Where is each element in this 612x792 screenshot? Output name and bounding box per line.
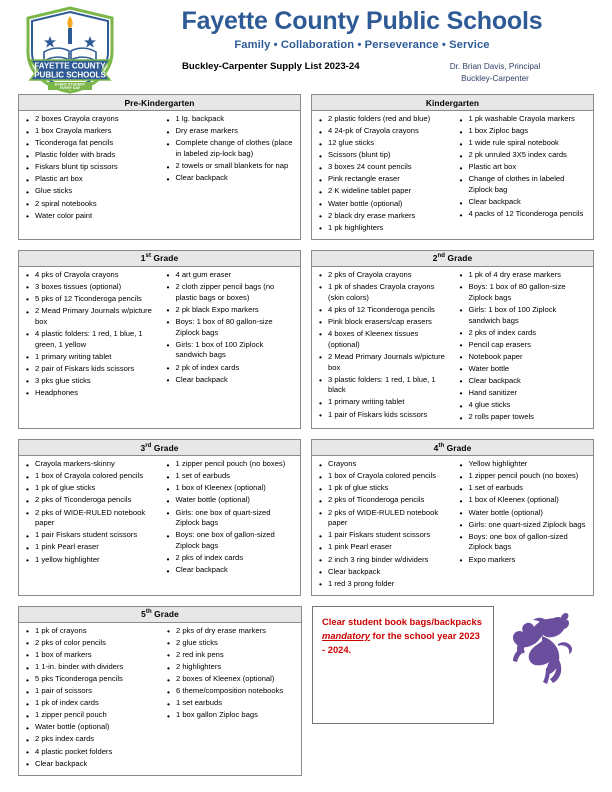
supply-item: • 2 pk unruled 3X5 index cards: [459, 150, 590, 161]
grade-box-grade-2: [311, 250, 594, 429]
supply-item: • 1 box of Crayola colored pencils: [318, 471, 449, 482]
supply-item: • 1 pink Pearl eraser: [318, 542, 449, 553]
supply-item: • Glue sticks: [25, 186, 156, 197]
supply-item: • 2 pks of color pencils: [25, 638, 156, 649]
grade-column-left: [312, 270, 453, 424]
supply-item: • 1 primary writing tablet: [25, 352, 156, 363]
supply-item: • Dry erase markers: [166, 126, 297, 137]
supply-item: • 1 box of markers: [25, 650, 156, 661]
supply-list-right: [453, 270, 594, 423]
supply-item: • 1 box of Crayola colored pencils: [25, 471, 156, 482]
supply-item: • Water bottle (optional): [25, 722, 156, 733]
grade-column-right: [160, 626, 301, 771]
principal-name: Dr. Brian Davis, Principal: [449, 62, 541, 72]
grade-title-ordinal: nd: [437, 253, 446, 260]
supply-item: • Clear backpack: [25, 759, 156, 770]
supply-item: • 2 inch 3 ring binder w/dividers: [318, 555, 449, 566]
supply-item: • 4 24-pk of Crayola crayons: [318, 126, 449, 137]
supply-item: • 2 K wideline tablet paper: [318, 186, 449, 197]
supply-item: • Fiskars blunt tip scissors: [25, 162, 156, 173]
supply-list-right: [160, 270, 301, 386]
grade-title-number: 5: [141, 609, 146, 620]
supply-item: • 3 pks glue sticks: [25, 376, 156, 387]
grade-title-text: Pre-Kindergarten: [124, 97, 195, 108]
district-tagline: Family • Collaboration • Perseverance • Service: [234, 39, 490, 52]
supply-item: • 2 pks of index cards: [459, 328, 590, 339]
supply-item: • 2 Mead Primary Journals w/picture box: [25, 306, 156, 328]
supply-item: • Clear backpack: [318, 567, 449, 578]
supply-item: • 2 towels or small blankets for nap: [166, 161, 297, 172]
supply-item: • 4 boxes of Kleenex tissues (optional): [318, 329, 449, 351]
supply-item: • 1 pair Fiskars student scissors: [25, 530, 156, 541]
supply-item: • 1 red 3 prong folder: [318, 579, 449, 590]
supply-item: • Plastic art box: [459, 162, 590, 173]
supply-item: • 1 pk of glue sticks: [25, 483, 156, 494]
supply-item: • 2 Mead Primary Journals w/picture box: [318, 352, 449, 374]
notice-emphasis: mandatory: [322, 629, 370, 641]
supply-item: • 2 highlighters: [166, 662, 297, 673]
notice-area: [312, 606, 594, 724]
supply-item: • 1 set of earbuds: [459, 483, 590, 494]
supply-item: • 1 zipper pencil pouch (no boxes): [459, 471, 590, 482]
grade-columns: [19, 111, 300, 227]
supply-item: • 2 red ink pens: [166, 650, 297, 661]
rearing-horse-mascot: [502, 608, 574, 686]
grade-column-right: [453, 459, 594, 591]
supply-item: • Hand sanitizer: [459, 388, 590, 399]
supply-list-left: [19, 114, 160, 221]
supply-item: • 4 pks of 12 Ticonderoga pencils: [318, 305, 449, 316]
supply-item: • Change of clothes in labeled Ziplock bag: [459, 174, 590, 196]
clear-backpack-notice-text: [322, 615, 484, 657]
supply-item: • 5 pks of 12 Ticonderoga pencils: [25, 294, 156, 305]
supply-list-right: [453, 459, 594, 565]
grade-title-grade-4: [312, 440, 593, 456]
supply-item: • 2 spiral notebooks: [25, 199, 156, 210]
supply-item: • 1 1-in. binder with dividers: [25, 662, 156, 673]
supply-item: • Crayola markers-skinny: [25, 459, 156, 470]
grade-title-word: Grade: [444, 442, 472, 453]
grade-column-left: [19, 626, 160, 771]
supply-item: • Boys: 1 box of 80 gallon-size Ziplock bags: [459, 282, 590, 304]
supply-item: • 12 glue sticks: [318, 138, 449, 149]
supply-list-right: [160, 114, 301, 184]
grade-title-number: 4: [433, 442, 439, 453]
grade-title-number: 2: [432, 253, 438, 264]
logo-ribbon-line1: EVERY STUDENT: [55, 82, 85, 87]
supply-list-right: [453, 114, 594, 220]
title-block: [120, 8, 604, 91]
supply-item: • 2 plastic folders (red and blue): [318, 114, 449, 125]
supply-item: • Plastic folder with brads: [25, 150, 156, 161]
supply-list-right: [160, 626, 301, 721]
grade-column-right: [160, 270, 301, 400]
grade-column-left: [19, 459, 160, 577]
supply-item: • 1 pk of crayons: [25, 626, 156, 637]
supply-item: • Clear backpack: [166, 375, 297, 386]
supply-item: • 2 cloth zipper pencil bags (no plastic bags or boxes): [166, 282, 297, 304]
grade-title-number: 3: [140, 442, 146, 453]
logo-banner-line2: PUBLIC SCHOOLS: [34, 70, 106, 80]
grade-row-4: [0, 606, 612, 776]
grade-title-pre-kindergarten: [19, 95, 300, 111]
supply-item: • 2 boxes Crayola crayons: [25, 114, 156, 125]
supply-item: • 4 packs of 12 Ticonderoga pencils: [459, 209, 590, 220]
supply-item: • 1 pair Fiskars student scissors: [318, 530, 449, 541]
grade-box-grade-5: [18, 606, 302, 776]
district-title: Fayette County Public Schools: [181, 7, 543, 35]
grade-title-grade-5: [19, 607, 301, 623]
supply-item: • 2 pks of dry erase markers: [166, 626, 297, 637]
supply-item: • Girls: one quart-sized Ziplock bags: [459, 520, 590, 531]
grade-title-text: Kindergarten: [425, 97, 480, 108]
supply-item: • 2 boxes of Kleenex (optional): [166, 674, 297, 685]
supply-item: • 3 boxes tissues (optional): [25, 282, 156, 293]
grade-column-right: [453, 270, 594, 424]
supply-item: • 2 pk black Expo markers: [166, 305, 297, 316]
grade-column-right: [453, 114, 594, 235]
supply-item: • 1 box Ziploc bags: [459, 126, 590, 137]
supply-item: • Headphones: [25, 388, 156, 399]
supply-item: • Clear backpack: [166, 565, 297, 576]
supply-item: • 1 box of Kleenex (optional): [166, 483, 297, 494]
supply-item: • 2 pks of WIDE-RULED notebook paper: [318, 508, 449, 530]
supply-item: • Water bottle: [459, 364, 590, 375]
supply-item: • 2 rolls paper towels: [459, 412, 590, 423]
supply-item: • 1 lg. backpack: [166, 114, 297, 125]
page-header: [0, 0, 612, 94]
supply-item: • 5 pks Ticonderoga pencils: [25, 674, 156, 685]
grade-title-ordinal: st: [145, 253, 152, 260]
supply-item: • Girls: 1 box of 100 Ziplock sandwich bags: [166, 340, 297, 362]
supply-item: • Ticonderoga fat pencils: [25, 138, 156, 149]
grade-title-kindergarten: [312, 95, 593, 111]
supply-item: • Complete change of clothes (place in labeled zip-lock bag): [166, 138, 297, 160]
supply-item: • Yellow highlighter: [459, 459, 590, 470]
supply-item: • 1 pk of 4 dry erase markers: [459, 270, 590, 281]
supply-item: • 2 pks of WIDE-RULED notebook paper: [25, 508, 156, 530]
supply-item: • 1 pk of index cards: [25, 698, 156, 709]
supply-list-sheet: [0, 94, 612, 776]
supply-item: • Water color paint: [25, 211, 156, 222]
supply-item: • 1 pk of shades Crayola crayons (skin colors): [318, 282, 449, 304]
supply-list-left: [19, 626, 160, 770]
supply-item: • 6 theme/composition notebooks: [166, 686, 297, 697]
supply-item: • Pink rectangle eraser: [318, 174, 449, 185]
supply-item: • Clear backpack: [166, 173, 297, 184]
fayette-county-public-schools-shield-logo: [22, 6, 118, 94]
supply-item: • Girls: one box of quart-sized Ziplock bags: [166, 508, 297, 530]
supply-item: • 1 wide rule spiral notebook: [459, 138, 590, 149]
supply-item: • Clear backpack: [459, 376, 590, 387]
supply-item: • Water bottle (optional): [318, 199, 449, 210]
supply-item: • 1 box Crayola markers: [25, 126, 156, 137]
supply-item: • Pencil cap erasers: [459, 340, 590, 351]
grade-columns: [312, 456, 593, 595]
grade-title-word: Grade: [445, 253, 473, 264]
supply-item: • 1 box of Kleenex (optional): [459, 495, 590, 506]
supply-item: • Expo markers: [459, 555, 590, 566]
supply-list-left: [19, 270, 160, 399]
supply-item: • 4 glue sticks: [459, 400, 590, 411]
supply-list-left: [19, 459, 160, 565]
supply-item: • 2 black dry erase markers: [318, 211, 449, 222]
grade-column-right: [160, 114, 301, 223]
supply-list-left: [312, 459, 453, 589]
grade-title-ordinal: rd: [145, 442, 152, 449]
grade-box-grade-4: [311, 439, 594, 596]
logo-ribbon-line2: EVERY DAY: [59, 86, 81, 91]
grade-title-ordinal: th: [145, 609, 152, 616]
grade-columns: [312, 267, 593, 428]
supply-item: • Boys: one box of gallon-sized Ziplock bags: [166, 530, 297, 552]
supply-item: • 2 pks of Ticonderoga pencils: [25, 495, 156, 506]
grade-title-grade-2: [312, 251, 593, 267]
supply-item: • 1 pk of glue sticks: [318, 483, 449, 494]
supply-item: • 1 pair of Fiskars kids scissors: [318, 410, 449, 421]
notice-part-2: for the school year 2023 - 2024.: [322, 629, 480, 655]
supply-item: • 2 pks of Crayola crayons: [318, 270, 449, 281]
supply-item: • 3 plastic folders: 1 red, 1 blue, 1 black: [318, 375, 449, 397]
logo-banner-line1: FAYETTE COUNTY: [34, 61, 106, 71]
grade-column-left: [19, 270, 160, 400]
supply-item: • 4 plastic folders: 1 red, 1 blue, 1 green, 1 yellow: [25, 329, 156, 351]
clear-backpack-notice-box: [312, 606, 494, 724]
grade-title-word: Grade: [151, 609, 179, 620]
supply-item: • 1 pk washable Crayola markers: [459, 114, 590, 125]
supply-item: • 2 pks index cards: [25, 734, 156, 745]
notice-part-1: Clear student book bags/backpacks: [322, 615, 482, 627]
grade-row-2: [0, 250, 612, 429]
supply-list-title: Buckley-Carpenter Supply List 2023-24: [182, 61, 360, 73]
supply-item: • 1 zipper pencil pouch (no boxes): [166, 459, 297, 470]
grade-box-grade-3: [18, 439, 301, 596]
supply-item: • 1 pair of scissors: [25, 686, 156, 697]
supply-item: • 2 glue sticks: [166, 638, 297, 649]
supply-item: • 1 yellow highlighter: [25, 555, 156, 566]
principal-school: Buckley-Carpenter: [461, 74, 529, 84]
supply-item: • Scissors (blunt tip): [318, 150, 449, 161]
supply-item: • Girls: 1 box of 100 Ziplock sandwich bags: [459, 305, 590, 327]
grade-column-right: [160, 459, 301, 577]
grade-title-ordinal: th: [438, 442, 445, 449]
grade-box-pre-kindergarten: [18, 94, 301, 240]
grade-column-left: [312, 459, 453, 591]
supply-list-left: [312, 114, 453, 233]
principal-block: [420, 61, 570, 85]
supply-item: • 4 pks of Crayola crayons: [25, 270, 156, 281]
supply-item: • 3 boxes 24 count pencils: [318, 162, 449, 173]
grade-title-word: Grade: [151, 253, 179, 264]
grade-columns: [19, 267, 300, 404]
grade-row-1: [0, 94, 612, 240]
supply-item: • Clear backpack: [459, 197, 590, 208]
supply-item: • 2 pks of index cards: [166, 553, 297, 564]
supply-item: • Pink block erasers/cap erasers: [318, 317, 449, 328]
supply-item: • Notebook paper: [459, 352, 590, 363]
grade-columns: [312, 111, 593, 239]
supply-item: • 1 pk highlighters: [318, 223, 449, 234]
supply-list-left: [312, 270, 453, 421]
supply-item: • 1 set earbuds: [166, 698, 297, 709]
grade-box-grade-1: [18, 250, 301, 429]
supply-item: • Water bottle (optional): [459, 508, 590, 519]
subheader-row: [120, 61, 604, 91]
supply-item: • 1 zipper pencil pouch: [25, 710, 156, 721]
supply-item: • 4 art gum eraser: [166, 270, 297, 281]
supply-item: • 4 plastic pocket folders: [25, 747, 156, 758]
grade-column-left: [312, 114, 453, 235]
grade-title-grade-1: [19, 251, 300, 267]
supply-item: • 2 pair of Fiskars kids scissors: [25, 364, 156, 375]
grade-title-word: Grade: [151, 442, 179, 453]
supply-item: • Boys: one box of gallon-sized Ziplock bags: [459, 532, 590, 554]
supply-item: • 1 box gallon Ziploc bags: [166, 710, 297, 721]
grade-columns: [19, 623, 301, 775]
supply-item: • 1 set of earbuds: [166, 471, 297, 482]
supply-item: • 2 pk of index cards: [166, 363, 297, 374]
supply-item: • Water bottle (optional): [166, 495, 297, 506]
supply-item: • 1 primary writing tablet: [318, 397, 449, 408]
supply-item: • Boys: 1 box of 80 gallon-size Ziplock bags: [166, 317, 297, 339]
grade-box-kindergarten: [311, 94, 594, 240]
grade-row-3: [0, 439, 612, 596]
grade-title-number: 1: [140, 253, 146, 264]
grade-title-grade-3: [19, 440, 300, 456]
supply-list-right: [160, 459, 301, 576]
supply-item: • Crayons: [318, 459, 449, 470]
supply-item: • 1 pink Pearl eraser: [25, 542, 156, 553]
supply-item: • 2 pks of Ticonderoga pencils: [318, 495, 449, 506]
supply-item: • Plastic art box: [25, 174, 156, 185]
grade-column-left: [19, 114, 160, 223]
grade-columns: [19, 456, 300, 581]
